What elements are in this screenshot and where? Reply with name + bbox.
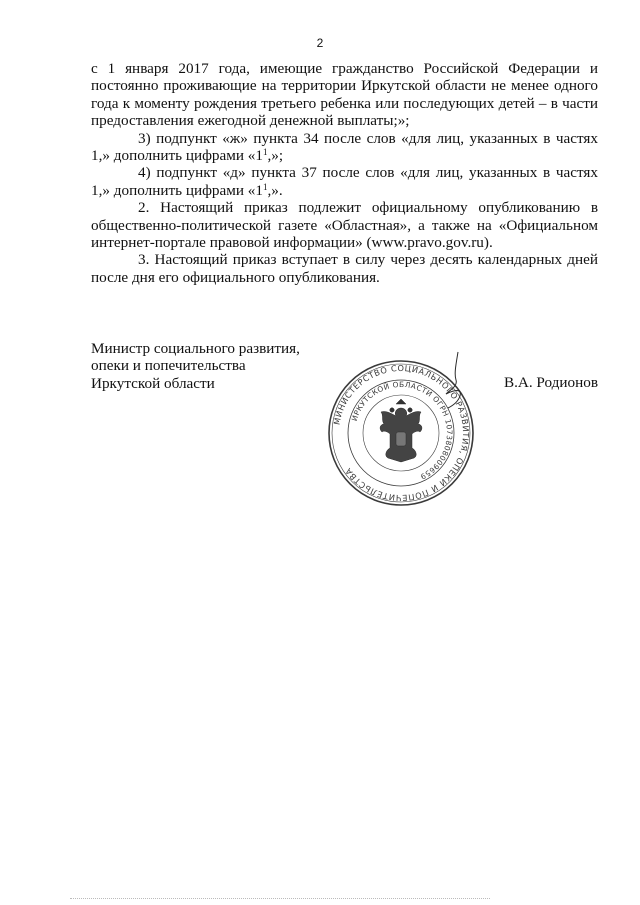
paragraph: 3. Настоящий приказ вступает в силу через десять календарных дней после дня его официального опубликования.: [91, 251, 598, 286]
paragraph: 2. Настоящий приказ подлежит официальному опубликованию в общественно-политической газете «Областная», а также на «Официальном интернет-портале правовой информации» (www.pravo.gov.ru).: [91, 199, 598, 252]
page-number: 2: [316, 36, 324, 50]
paragraph: с 1 января 2017 года, имеющие гражданство Российской Федерации и постоянно проживающие на территории Иркутской области не менее одного года к моменту рождения третьего ребенка или последующих детей – в части предоставления ежегодной денежной выплаты;»;: [91, 60, 598, 130]
seal-inner-text: ИРКУТСКОЙ ОБЛАСТИ ОГРН 1073808009659: [349, 379, 455, 482]
signature-mark: [436, 350, 476, 410]
scan-edge-line: [70, 898, 490, 899]
signer-name: В.А. Родионов: [503, 374, 598, 391]
signer-title-line: Министр социального развития,: [91, 340, 300, 357]
double-headed-eagle-emblem: [380, 399, 422, 462]
paragraph: 4) подпункт «д» пункта 37 после слов «для лиц, указанных в частях 1,» дополнить цифрами «$1^1$,».: [91, 164, 598, 199]
body-text: [91, 60, 598, 286]
seal-outer-text: МИНИСТЕРСТВО СОЦИАЛЬНОГО РАЗВИТИЯ, ОПЕКИ И ПОПЕЧИТЕЛЬСТВА: [331, 362, 472, 504]
paragraph: 3) подпункт «ж» пункта 34 после слов «для лиц, указанных в частях 1,» дополнить цифрами «$1^1$,»;: [91, 129, 598, 165]
signer-title-line: Иркутской области: [91, 374, 215, 392]
signer-title-line: опеки и попечительства: [91, 357, 246, 375]
